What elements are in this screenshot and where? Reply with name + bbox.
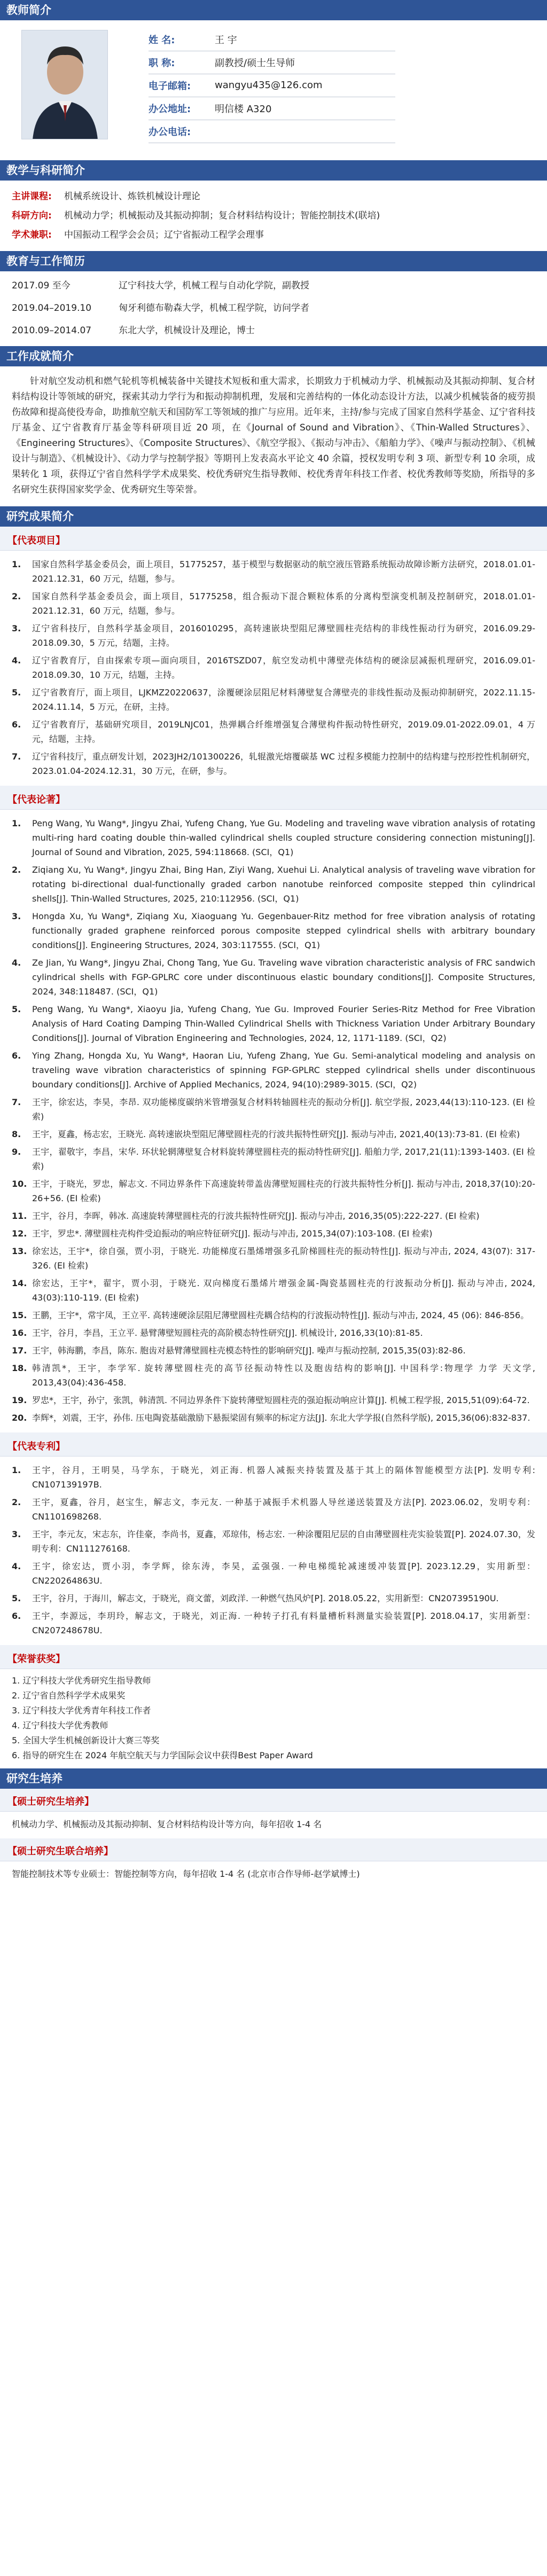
item-text: 王宇，谷月，王明昊，马学东，于晓光，刘正海. 机器人减振夹持装置及基于其上的隔体智能模型方法[P]. 发明专利: CN107139197B. (32, 1465, 535, 1490)
item-number: 15. (12, 1310, 27, 1320)
section-header-education-research: 教学与科研简介 (0, 160, 547, 181)
academic-part-value: 中国振动工程学会会员；辽宁省振动工程学会理事 (64, 230, 264, 240)
patent-item (12, 1591, 535, 1606)
education-date: 2017.09 至今 (12, 280, 71, 291)
paper-item (12, 1095, 535, 1124)
honors-list (0, 1669, 547, 1768)
item-text: 国家自然科学基金委员会，面上项目，51775258，组合振动下混合颗粒体系的分离构型演变机制及控制研究，2018.01.01-2021.12.31，60 万元，结题，参与。 (32, 591, 535, 616)
item-number: 1. (12, 1465, 21, 1475)
education-row (0, 294, 547, 316)
phone-label: 办公电话: (149, 126, 191, 138)
item-number: 4. (12, 655, 21, 665)
item-number: 17. (12, 1345, 27, 1356)
item-number: 9. (12, 1147, 21, 1157)
item-text: Peng Wang, Yu Wang*, Xiaoyu Jia, Yufeng Chang, Yue Gu. Improved Fourier Series-Ritz Method for Free Vibration Analysis of Hard Coating Damping Thin-Walled Cylindrical Shells with Thickness Variation Under Arbitrary Boundary Conditions[J]. Journal of Vibration Engineering and Technologies, 2024, 12, 1171-1189. (SCI，Q2) (32, 1004, 535, 1043)
papers-list (0, 810, 547, 1432)
projects-list (0, 551, 547, 786)
paper-item (12, 1048, 535, 1092)
research-fields-row (12, 208, 535, 223)
section-header-education-work: 教育与工作简历 (0, 251, 547, 271)
item-number: 16. (12, 1328, 27, 1338)
project-item (12, 621, 535, 650)
paper-item (12, 909, 535, 952)
paper-item (12, 816, 535, 859)
item-text: 辽宁省科技厅，重点研发计划，2023JH2/101300226，轧辊激光熔覆碳基 WC 过程多模能力控制中的结构建与控形控性机制研究，2023.01.04-2024.12.31，30 万元，在研，参与。 (32, 751, 535, 776)
education-org: 匈牙利德布勒森大学，机械工程学院，访问学者 (119, 303, 309, 314)
section-header-research-results: 研究成果简介 (0, 506, 547, 527)
section-header-profile: 教师简介 (0, 0, 547, 20)
item-text: 王宇，于晓光，罗忠，解志文. 不同边界条件下高速旋转带盖齿薄壁短圆柱壳的行波共振特性分析[J]. 振动与冲击, 2018,37(10):20-26+56. (EI 检索) (32, 1179, 535, 1203)
item-text: 徐宏达，王宇*，翟宇，贾小羽，于晓光. 双向梯度石墨烯片增强金属-陶瓷基圆柱壳的行波振动分析[J]. 振动与冲击, 2024, 43(03):110-119. (EI 检索) (32, 1278, 535, 1303)
education-date: 2010.09–2014.07 (12, 325, 92, 336)
joint-text: 智能控制技术等专业硕士：智能控制等方向，每年招收 1-4 名 (北京市合作导师-赵学斌博士) (12, 1869, 360, 1879)
project-item (12, 685, 535, 714)
education-row (0, 316, 547, 339)
item-number: 5. (12, 687, 21, 698)
item-number: 7. (12, 1097, 21, 1107)
subhead-joint: 【硕士研究生联合培养】 (0, 1838, 547, 1861)
item-text: 王宇，夏鑫，谷月，赵宝生，解志文，李元友. 一种基于减振手术机器人导丝递送装置及方法[P]. 2023.06.02，发明专利：CN1101698268. (32, 1497, 535, 1522)
subhead-honors: 【荣誉获奖】 (0, 1645, 547, 1669)
item-text: 罗忠*，王宇，孙宁，张凯，韩清凯. 不同边界条件下旋转薄壁短圆柱壳的强迫振动响应计算[J]. 机械工程学报, 2015,51(09):64-72. (32, 1395, 530, 1405)
honor-item: 6. 指导的研究生在 2024 年航空航天与力学国际会议中获得Best Paper Award (12, 1750, 313, 1760)
item-text: 王宇，李源远，李玥玲，解志文，于晓光，刘正海. 一种转子打孔有料量槽析料测量实验装置[P]. 2018.04.17，实用新型：CN207248678U. (32, 1611, 535, 1635)
item-text: Peng Wang, Yu Wang*, Jingyu Zhai, Yufeng Chang, Yue Gu. Modeling and traveling wave vibration analysis of rotating multi-ring hard coating double thin-walled cylindrical shells coupled structure considering connection mistuning[J]. Journal of Sound and Vibration, 2025, 594:118668. (SCI，Q1) (32, 818, 535, 857)
section-header-grad: 研究生培养 (0, 1768, 547, 1789)
item-text: 李辉*，刘震，王宇，孙伟. 压电陶瓷基础激励下悬振梁固有频率的标定方法[J]. 东北大学学报(自然科学版), 2015,36(06):832-837. (32, 1413, 530, 1423)
name-label: 姓 名: (149, 34, 175, 46)
office-value: 明信楼 A320 (215, 103, 272, 115)
item-number: 11. (12, 1211, 27, 1221)
item-number: 3. (12, 1529, 21, 1539)
patent-item (12, 1463, 535, 1492)
item-number: 1. (12, 559, 21, 569)
office-label: 办公地址: (149, 103, 191, 115)
courses-value: 机械系统设计、炼铁机械设计理论 (64, 191, 200, 202)
courses-row (12, 189, 535, 204)
section-header-achievements: 工作成就简介 (0, 346, 547, 366)
paper-item (12, 1411, 535, 1425)
teaching-block (0, 181, 547, 251)
honor-item: 2. 辽宁省自然科学学术成果奖 (12, 1690, 126, 1701)
item-text: 辽宁省教育厅，面上项目，LJKMZ20220637，涂覆硬涂层阻尼材料薄壁复合薄壁壳的非线性振动及振动抑制研究，2022.11.15-2024.11.14，5 万元，在研，主持。 (32, 687, 535, 712)
honor-item: 4. 辽宁科技大学优秀教师 (12, 1720, 108, 1731)
academic-part-label: 学术兼职: (12, 230, 52, 240)
item-number: 20. (12, 1413, 27, 1423)
person-photo-icon (22, 30, 108, 139)
profile-row-email (149, 74, 323, 97)
patent-item (12, 1559, 535, 1588)
item-number: 6. (12, 719, 21, 730)
education-row (0, 271, 547, 294)
item-text: 王宇，夏鑫，杨志宏，王晓光. 高转速嵌块型阻尼薄壁圆柱壳的行波共振特性研究[J]. 振动与冲击, 2021,40(13):73-81. (EI 检索) (32, 1129, 520, 1139)
paper-item (12, 863, 535, 906)
paper-item (12, 1145, 535, 1173)
item-text: Ze Jian, Yu Wang*, Jingyu Zhai, Chong Tang, Yue Gu. Traveling wave vibration characteristic analysis of FRC sandwich cylindrical shells with FGP-GPLRC core under discontinuous elastic boundary conditions[J]. Composite Structures, 2024, 348:118487. (SCI，Q1) (32, 958, 535, 997)
profile-info-table (149, 28, 323, 143)
item-text: Hongda Xu, Yu Wang*, Ziqiang Xu, Xiaoguang Yu. Gegenbauer-Ritz method for free vibration analysis of rotating functionally graded graphene reinforced porous composite stepped cylindrical shells with arbitrary boundary conditions[J]. Engineering Structures, 2024, 303:117555. (SCI，Q1) (32, 911, 535, 950)
item-number: 13. (12, 1246, 27, 1256)
project-item (12, 557, 535, 586)
paper-item (12, 1127, 535, 1141)
item-number: 6. (12, 1051, 21, 1061)
item-text: 国家自然科学基金委员会，面上项目，51775257，基于模型与数据驱动的航空液压管路系统振动故障诊断方法研究，2018.01.01-2021.12.31，60 万元，结题，参与。 (32, 559, 535, 584)
honor-item: 1. 辽宁科技大学优秀研究生指导教师 (12, 1675, 151, 1686)
project-item (12, 717, 535, 746)
project-item (12, 589, 535, 618)
profile-row-phone (149, 120, 323, 143)
master-text: 机械动力学、机械振动及其振动抑制、复合材料结构设计等方向，每年招收 1-4 名 (12, 1819, 322, 1829)
paper-item (12, 1361, 535, 1390)
title-label: 职 称: (149, 57, 175, 69)
achievement-paragraph: 针对航空发动机和燃气轮机等机械装备中关键技术短板和重大需求，长期致力于机械动力学、机械振动及其振动抑制、复合材料结构设计等领域的研究，探索其动力学行为和振动抑制机理，发展和完善结构的一体化动态设计方法，以减少机械装备的疲劳损伤故障和提高使役寿命，助推航空航天和国防军工等领域的推广与应用。近年来，主持/参与完成了国家自然科学基金、辽宁省科技厅基金、辽宁省教育厅基金等科研项目近 20 项，在《Journal of Sound and Vibration》、《Thin-Walled Structures》、《Engineering Structures》、《Composite Structures》、《航空学报》、《振动与冲击》、《船舶力学》、《噪声与振动控制》、《机械设计与制造》、《机械设计》、《动力学与控制学报》等期刊上发表高水平论文 40 余篇，授权发明专利 3 项、新型专利 10 余项，成果转化 1 项，获得辽宁省自然科学学术成果奖、校优秀研究生指导教师、校优秀青年科技工作者、校优秀教师等奖励，所指导的多名研究生获得国家奖学金、优秀研究生等荣誉。 (12, 376, 535, 495)
item-number: 4. (12, 1561, 21, 1571)
item-text: 王宇，韩海鹏，李昌，陈东. 胞齿对悬臂薄壁圆柱壳模态特性的影响研究[J]. 噪声与振动控制, 2015,35(03):82-86. (32, 1345, 466, 1356)
item-number: 10. (12, 1179, 27, 1189)
paper-item (12, 956, 535, 999)
item-text: 王鹏，王宇*，常宇凤，王立平. 高转速硬涂层阻尼薄壁圆柱壳耦合结构的行波振动特性[J]. 振动与冲击, 2024, 45 (06): 846-856。 (32, 1310, 529, 1320)
item-text: 韩清凯*，王宇，李学军. 旋转薄壁圆柱壳的高节径振动特性以及胞齿结构的影响[J]. 中国科学:物理学 力学 天文学, 2013,43(04):436-458. (32, 1363, 535, 1388)
project-item (12, 653, 535, 682)
courses-label: 主讲课程: (12, 191, 52, 202)
item-text: 王宇，徐宏达，贾小羽，李学辉，徐东涛，李昊，孟强强. 一种电梯缆轮减速缓冲装置[P]. 2023.12.29，实用新型：CN220264863U. (32, 1561, 535, 1586)
paper-item (12, 1209, 535, 1223)
item-number: 8. (12, 1129, 21, 1139)
patent-item (12, 1527, 535, 1556)
item-number: 2. (12, 865, 21, 875)
honor-item: 3. 辽宁科技大学优秀青年科技工作者 (12, 1705, 151, 1716)
title-value: 副教授/硕士生导师 (215, 57, 295, 69)
patents-list (0, 1457, 547, 1645)
item-number: 2. (12, 1497, 21, 1507)
profile-card (0, 20, 547, 160)
subhead-projects: 【代表项目】 (0, 527, 547, 551)
item-number: 2. (12, 591, 21, 601)
paper-item (12, 1326, 535, 1340)
academic-part-row (12, 228, 535, 242)
item-number: 5. (12, 1004, 21, 1014)
profile-row-title (149, 51, 323, 74)
subhead-master: 【硕士研究生培养】 (0, 1789, 547, 1812)
education-date: 2019.04–2019.10 (12, 303, 92, 314)
item-text: Ziqiang Xu, Yu Wang*, Jingyu Zhai, Bing Han, Ziyi Wang, Xuehui Li. Analytical analysis of traveling wave vibration for rotating bi-directional dual-functionally graded carbon nanotube reinforced composite stepped thin cylindrical shells[J]. Thin-Walled Structures, 2025, 210:112956. (SCI，Q1) (32, 865, 535, 904)
item-number: 3. (12, 623, 21, 633)
item-text: 辽宁省教育厅，基础研究项目，2019LNJC01，热弹耦合纤维增强复合薄壁构件振动特性研究，2019.09.01-2022.09.01，4 万元，结题，主持。 (32, 719, 535, 744)
item-number: 19. (12, 1395, 27, 1405)
item-number: 18. (12, 1363, 27, 1373)
item-text: 王宇，谷月，于海川，解志文，于晓光，商文蕾，刘政洋. 一种燃气热风炉[P]. 2018.05.22，实用新型：CN207395190U. (32, 1593, 499, 1603)
item-text: 王宇，李元友，宋志东，许佳豪，李尚书，夏鑫，邓琼伟，杨志宏. 一种涂覆阻尼层的自由薄壁圆柱壳实验装置[P]. 2024.07.30，发明专利：CN111276168. (32, 1529, 535, 1554)
profile-row-office (149, 97, 323, 120)
email-value[interactable]: wangyu435@126.com (215, 80, 323, 91)
item-text: Ying Zhang, Hongda Xu, Yu Wang*, Haoran Liu, Yufeng Zhang, Yue Gu. Semi-analytical modeling and analysis on traveling wave vibration characteristics of spinning FGP-GPLRC stepped cylindrical shells under discontinuous boundary conditions[J]. Archive of Applied Mechanics, 2024, 94(10):2989-3015. (SCI，Q2) (32, 1051, 535, 1090)
profile-photo (21, 30, 108, 139)
research-fields-value: 机械动力学；机械振动及其振动抑制；复合材料结构设计；智能控制技术(联培) (64, 210, 380, 221)
item-text: 王宇，谷月，李晖，韩冰. 高速旋转薄壁圆柱壳的行波共振特性研究[J]. 振动与冲击, 2016,35(05):222-227. (EI 检索) (32, 1211, 480, 1221)
subhead-papers: 【代表论著】 (0, 786, 547, 810)
education-list (0, 271, 547, 346)
education-org: 辽宁科技大学，机械工程与自动化学院，副教授 (119, 280, 309, 291)
research-fields-label: 科研方向: (12, 210, 52, 221)
paper-item (12, 1244, 535, 1273)
name-value: 王 宇 (215, 34, 237, 46)
email-label: 电子邮箱: (149, 80, 191, 92)
patent-item (12, 1495, 535, 1524)
project-item (12, 749, 535, 778)
item-number: 1. (12, 818, 21, 828)
item-text: 王宇，徐宏达，李昊，李昂. 双功能梯度碳纳米管增强复合材料转轴圆柱壳的振动分析[J]. 航空学报, 2023,44(13):110-123. (EI 检索) (32, 1097, 535, 1122)
item-number: 5. (12, 1593, 21, 1603)
paper-item (12, 1177, 535, 1205)
item-number: 4. (12, 958, 21, 968)
education-org: 东北大学，机械设计及理论，博士 (119, 325, 255, 336)
item-number: 12. (12, 1228, 27, 1239)
item-text: 徐宏达，王宇*，徐自强，贾小羽，于晓光. 功能梯度石墨烯增强多孔阶梯圆柱壳的振动特性[J]. 振动与冲击, 2024, 43(07): 317-326. (EI 检索) (32, 1246, 535, 1271)
paper-item (12, 1226, 535, 1241)
paper-item (12, 1276, 535, 1305)
paper-item (12, 1393, 535, 1407)
item-text: 辽宁省科技厅，自然科学基金项目，2016010295，高转速嵌块型阻尼薄壁圆柱壳结构的非线性振动行为研究，2016.09.29-2018.09.30，5 万元，结题，主持。 (32, 623, 535, 648)
item-text: 王宇，谷月，李昌，王立平. 悬臂薄壁短圆柱壳的高阶模态特性研究[J]. 机械设计, 2016,33(10):81-85. (32, 1328, 423, 1338)
item-number: 14. (12, 1278, 27, 1288)
profile-row-name (149, 28, 323, 51)
patent-item (12, 1609, 535, 1638)
item-number: 7. (12, 751, 21, 762)
item-text: 王宇，罗忠*. 薄壁圆柱壳构件受迫振动的响应特征研究[J]. 振动与冲击, 2015,34(07):103-108. (EI 检索) (32, 1228, 433, 1239)
item-number: 3. (12, 911, 21, 921)
item-text: 王宇，翟敬宇，李昌，宋华. 环状轮辋薄壁复合材料旋转薄壁圆柱壳的振动特性研究[J]. 船舶力学, 2017,21(11):1393-1403. (EI 检索) (32, 1147, 535, 1171)
subhead-patents: 【代表专利】 (0, 1432, 547, 1457)
paper-item (12, 1343, 535, 1358)
item-text: 辽宁省教育厅，自由探索专项—面向项目，2016TSZD07，航空发动机中薄壁壳体结构的硬涂层减振机理研究，2016.09.01-2018.09.30，10 万元，结题，主持。 (32, 655, 535, 680)
honor-item: 5. 全国大学生机械创新设计大赛三等奖 (12, 1735, 160, 1745)
paper-item (12, 1308, 535, 1322)
paper-item (12, 1002, 535, 1045)
item-number: 6. (12, 1611, 21, 1621)
